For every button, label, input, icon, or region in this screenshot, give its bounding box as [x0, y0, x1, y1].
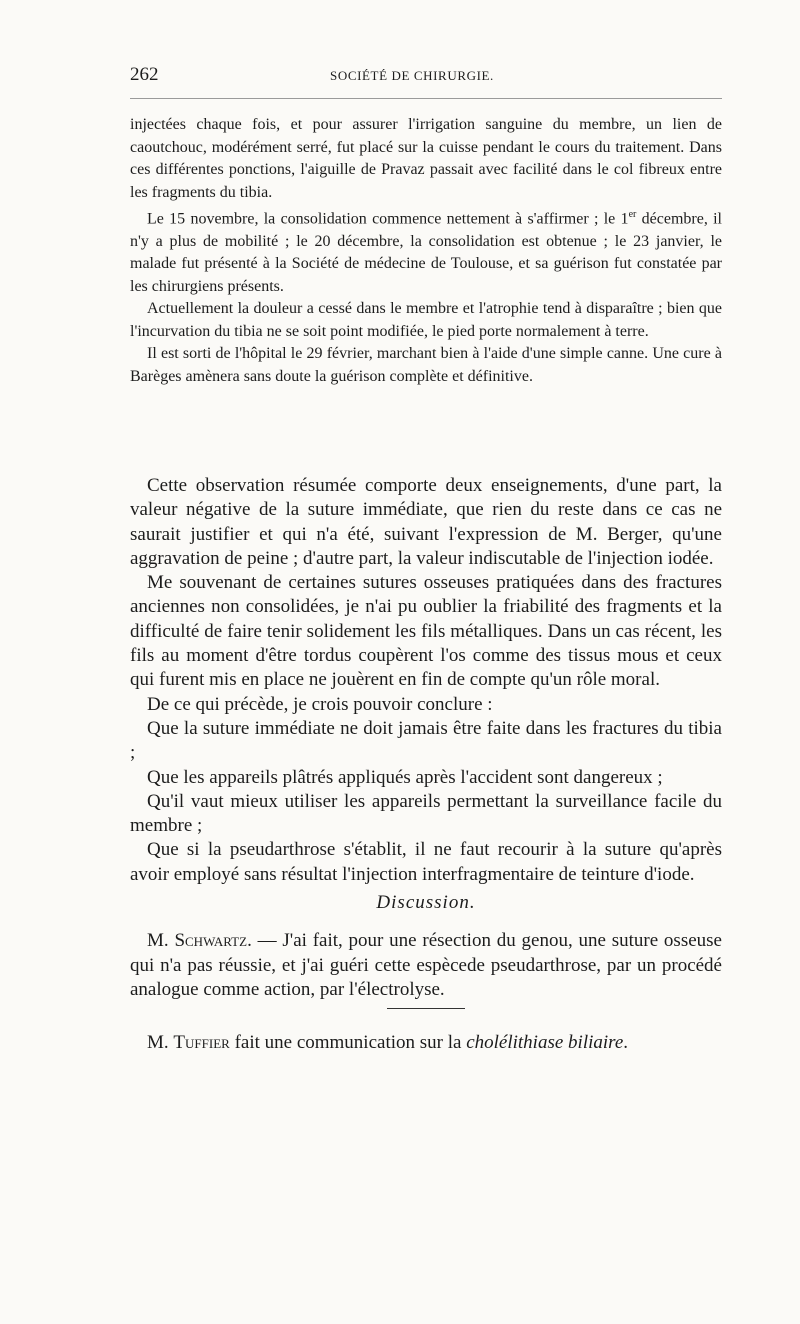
body-paragraph-1: Cette observation résumée comporte deux enseignements, d'une part, la valeur négative de la suture immédiate, que rien du reste dans ce cas ne saurait justifier et qui n'a été, suivant l'expression de M. Berger, qu'une aggravation de peine ; d'autre part, la valeur indiscutable de l'injection iodée.	[130, 475, 722, 569]
body-paragraph-5: Que les appareils plâtrés appliqués après l'accident sont dangereux ;	[147, 766, 663, 788]
header-rule	[130, 98, 722, 99]
schwartz-paragraph	[130, 929, 722, 1002]
body-paragraph-3: De ce qui précède, je crois pouvoir conclure :	[147, 693, 493, 715]
body-paragraph-7: Que si la pseudarthrose s'établit, il ne faut recourir à la suture qu'après avoir employé sans résultat l'injection interfragmentaire de teinture d'iode.	[130, 839, 722, 885]
body-paragraph-4: Que la suture immédiate ne doit jamais être faite dans les fractures du tibia ;	[130, 717, 722, 764]
main-text	[130, 474, 722, 1056]
observation-text	[130, 114, 722, 388]
observation-p2-end: décembre, il n'y a plus de mobilité ; le 20 décembre, la consolidation est obtenue ; le 23 janvier, le malade fut présenté à la Société de médecine de Toulouse, et sa guérison fut constatée par les chirurgiens présents.	[130, 210, 723, 295]
discussion-heading: Discussion.	[376, 892, 476, 914]
observation-paragraph-2	[130, 204, 722, 298]
observation-paragraph-3: Actuellement la douleur a cessé dans le membre et l'atrophie tend à disparaître ; bien que l'incurvation du tibia ne se soit point modifiée, le pied porte normalement à terre.	[130, 300, 722, 340]
tuffier-text: fait une communication sur la	[229, 1032, 467, 1054]
ordinal-superscript: er	[628, 209, 637, 220]
schwartz-name: Schwartz	[174, 930, 248, 952]
body-paragraph-2: Me souvenant de certaines sutures osseuses pratiquées dans des fractures anciennes non consolidées, je n'ai pu oublier la friabilité des fragments et la difficulté de faire tenir solidement les fils métalliques. Dans un cas récent, les fils au moment d'être tordus coupèrent l'os comme des tissus mous et ceux qui furent mis en place ne jouèrent en fin de compte qu'un rôle moral.	[130, 572, 722, 691]
tuffier-topic: cholélithiase biliaire	[466, 1032, 624, 1054]
body-paragraph-6: Qu'il vaut mieux utiliser les appareils permettant la surveillance facile du membre ;	[130, 790, 722, 837]
tuffier-end: .	[623, 1032, 629, 1054]
schwartz-text: . — J'ai fait, pour une résection du genou, une suture osseuse qui n'a pas réussie, et j'ai guéri cette espècede pseudarthrose, par un procédé analogue comme action, par l'électrolyse.	[130, 930, 722, 1000]
observation-paragraph-1: injectées chaque fois, et pour assurer l'irrigation sanguine du membre, un lien de caoutchouc, modérément serré, fut placé sur la cuisse pendant le cours du traitement. Dans ces différentes ponctions, l'aiguille de Pravaz passait avec facilité dans le col fibreux entre les fragments du tibia.	[130, 116, 722, 201]
tuffier-prefix: M.	[147, 1032, 174, 1054]
schwartz-prefix: M.	[147, 930, 175, 952]
page-header	[130, 62, 722, 92]
section-divider	[387, 1008, 465, 1009]
tuffier-paragraph	[130, 1031, 722, 1055]
running-title: SOCIÉTÉ DE CHIRURGIE.	[330, 68, 494, 83]
tuffier-name: Tuffier	[173, 1032, 230, 1054]
observation-paragraph-4: Il est sorti de l'hôpital le 29 février, marchant bien à l'aide d'une simple canne. Une cure à Barèges amènera sans doute la guérison complète et définitive.	[130, 345, 722, 385]
page-number: 262	[130, 64, 159, 85]
observation-p2-start: Le 15 novembre, la consolidation commence nettement à s'affirmer ; le 1	[147, 210, 629, 228]
